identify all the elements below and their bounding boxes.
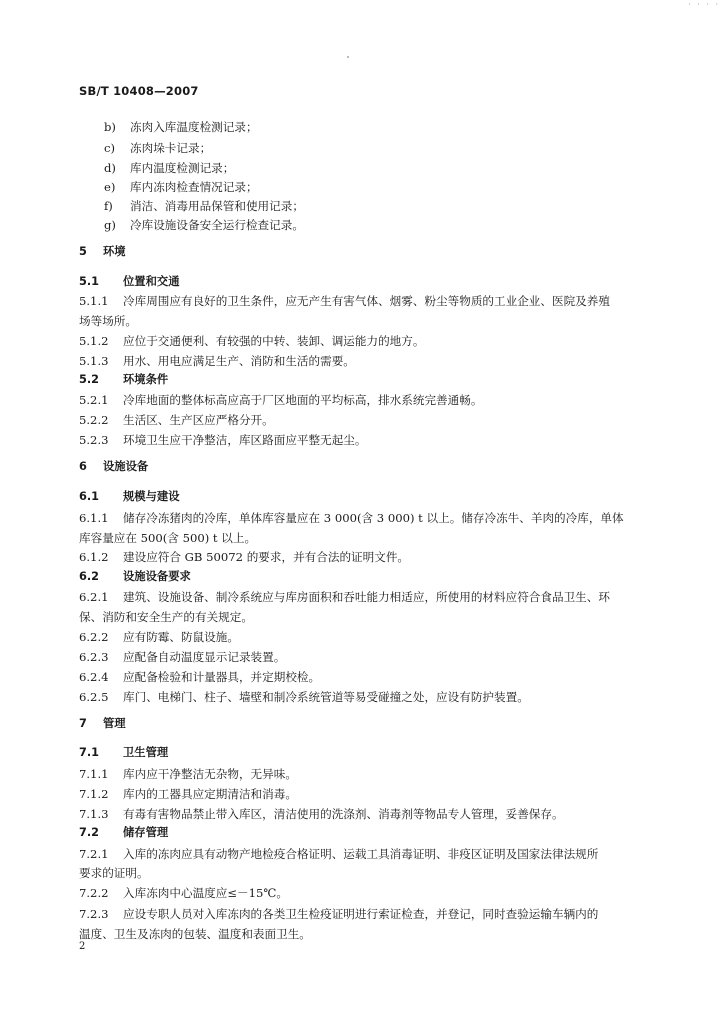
list-mark: b) <box>104 120 116 134</box>
clause-line: 6.2.5 库门、电梯门、柱子、墙壁和制冷系统管道等易受碰撞之处，应设有防护装置。 <box>79 690 529 704</box>
subsection-heading: 6.1 规模与建设 <box>79 490 180 503</box>
list-text: 库内冻肉检查情况记录； <box>130 180 258 194</box>
clause-line: 5.2.1 冷库地面的整体标高应高于厂区地面的平均标高，排水系统完善通畅。 <box>79 393 483 407</box>
clause-line: 7.1.3 有毒有害物品禁止带入库区，清洁使用的洗涤剂、消毒剂等物品专人管理，妥善保存。 <box>79 807 564 821</box>
clause-line: 7.2.1 入库的冻肉应具有动物产地检疫合格证明、运载工具消毒证明、非疫区证明及国家法律法规所 <box>79 847 599 861</box>
list-text: 库内温度检测记录； <box>130 161 235 175</box>
clause-line: 6.1.2 建设应符合 GB 50072 的要求，并有合法的证明文件。 <box>79 550 410 564</box>
list-item <box>104 141 211 155</box>
clause-continuation: 场等场所。 <box>79 314 137 328</box>
clause-line: 5.1.2 应位于交通便利、有较强的中转、装卸、调运能力的地方。 <box>79 334 425 348</box>
clause-line: 6.1.1 储存冷冻猪肉的冷库，单体库容量应在 3 000(含 3 000) t 以上。储存冷冻牛、羊肉的冷库，单体 <box>79 511 624 525</box>
clause-line: 5.2.2 生活区、生产区应严格分开。 <box>79 413 274 427</box>
clause-line: 7.2.3 应设专职人员对入库冻肉的各类卫生检疫证明进行索证检查，并登记，同时查验运输车辆内的 <box>79 907 599 921</box>
list-mark: g) <box>104 218 116 232</box>
subsection-heading: 7.2 储存管理 <box>79 826 169 839</box>
clause-line: 5.1.1 冷库周围应有良好的卫生条件，应无产生有害气体、烟雾、粉尘等物质的工业企业、医院及养殖 <box>79 294 610 308</box>
list-item <box>104 120 258 134</box>
clause-line: 6.2.1 建筑、设施设备、制冷系统应与库房面积和吞吐能力相适应，所使用的材料应符合食品卫生、环 <box>79 590 610 604</box>
clause-line: 7.1.2 库内的工器具应定期清洁和消毒。 <box>79 787 297 801</box>
page-number: 2 <box>79 941 86 952</box>
list-text: 冻肉入库温度检测记录； <box>130 120 258 134</box>
section-heading: 7 管理 <box>79 717 126 730</box>
clause-continuation: 库容量应在 500(含 500) t 以上。 <box>79 531 257 545</box>
clause-line: 7.2.2 入库冻肉中心温度应≤－15℃。 <box>79 886 288 900</box>
standard-header: SB/T 10408—2007 <box>79 84 199 98</box>
clause-continuation: 温度、卫生及冻肉的包装、温度和表面卫生。 <box>79 927 311 941</box>
clause-line: 6.2.3 应配备自动温度显示记录装置。 <box>79 650 286 664</box>
list-mark: d) <box>104 161 116 175</box>
list-text: 冻肉垛卡记录； <box>130 141 212 155</box>
list-item <box>104 161 234 175</box>
corner-marks: · · · · <box>688 0 720 9</box>
clause-line: 7.1.1 库内应干净整洁无杂物，无异味。 <box>79 767 297 781</box>
section-heading: 6 设施设备 <box>79 460 149 473</box>
list-text: 冷库设施设备安全运行检查记录。 <box>130 218 304 232</box>
clause-line: 5.1.3 用水、用电应满足生产、消防和生活的需要。 <box>79 354 355 368</box>
subsection-heading: 7.1 卫生管理 <box>79 746 169 759</box>
subsection-heading: 5.2 环境条件 <box>79 373 169 386</box>
scan-speck <box>347 56 349 58</box>
list-item <box>104 218 304 232</box>
section-heading: 5 环境 <box>79 245 126 258</box>
clause-line: 5.2.3 环境卫生应干净整洁，库区路面应平整无起尘。 <box>79 433 367 447</box>
clause-line: 6.2.4 应配备检验和计量器具，并定期校检。 <box>79 670 321 684</box>
list-mark: c) <box>104 141 116 155</box>
list-mark: e) <box>104 180 116 194</box>
clause-continuation: 保、消防和安全生产的有关规定。 <box>79 610 253 624</box>
list-mark: f) <box>104 199 113 213</box>
clause-line: 6.2.2 应有防霉、防鼠设施。 <box>79 630 239 644</box>
subsection-heading: 6.2 设施设备要求 <box>79 570 191 583</box>
subsection-heading: 5.1 位置和交通 <box>79 275 180 288</box>
list-item <box>104 199 304 213</box>
list-text: 消洁、消毒用品保管和使用记录； <box>130 199 304 213</box>
clause-continuation: 要求的证明。 <box>79 866 149 880</box>
list-item <box>104 180 258 194</box>
